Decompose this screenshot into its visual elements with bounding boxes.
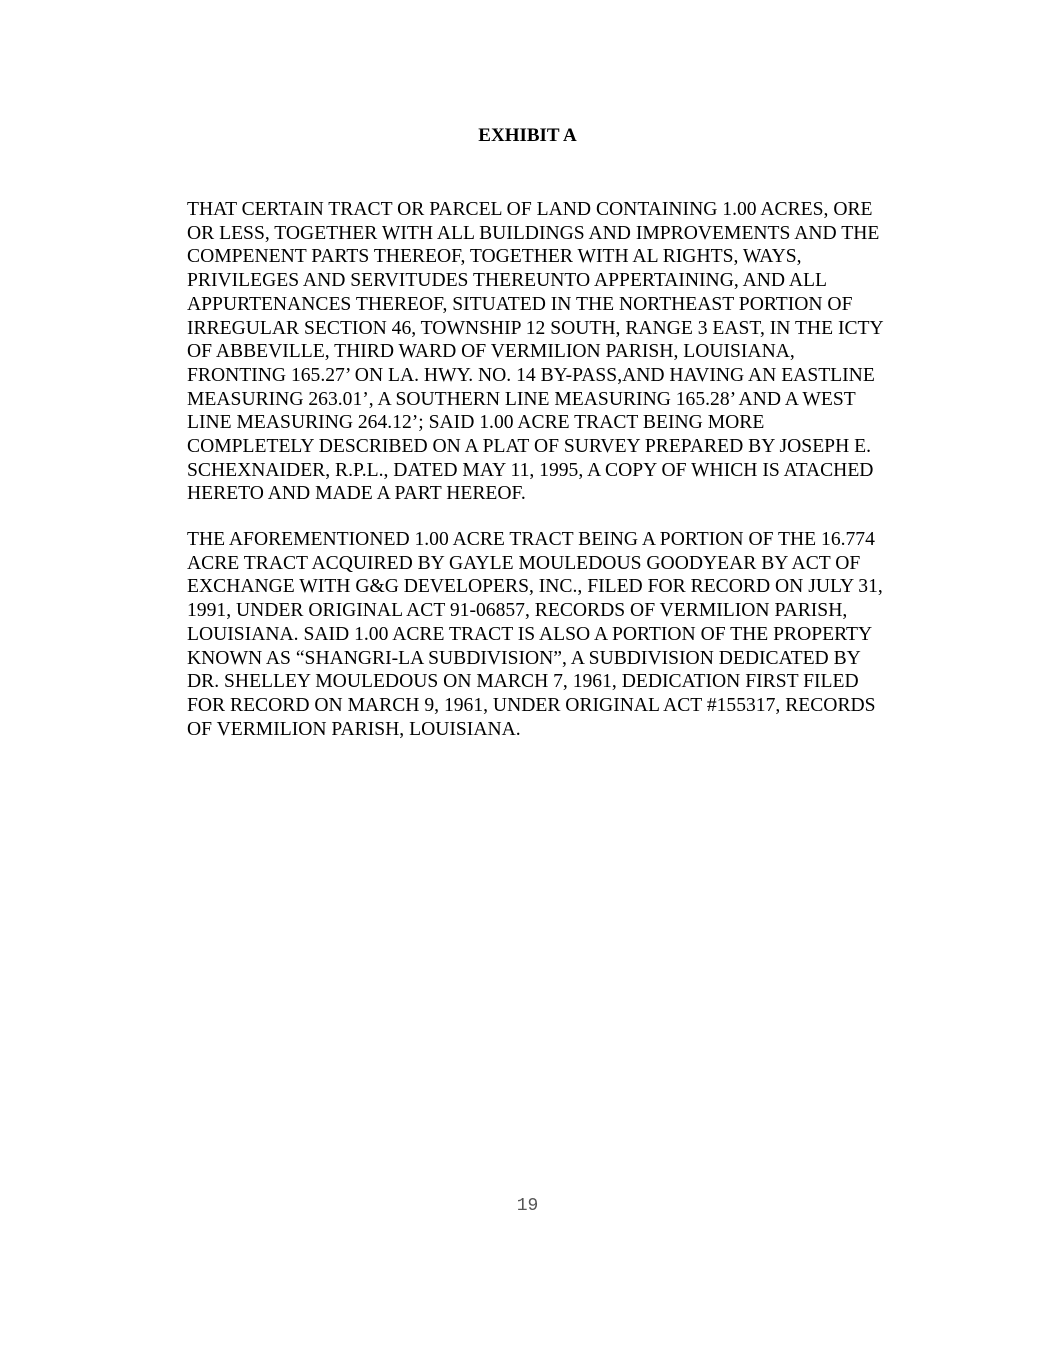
legal-description-paragraph: THAT CERTAIN TRACT OR PARCEL OF LAND CONTAINING 1.00 ACRES, ORE OR LESS, TOGETHER WITH ALL BUILDINGS AND IMPROVEMENTS AND THE COMPENENT PARTS THEREOF, TOGETHER WITH AL RIGHTS, WAYS, PRIVILEGES AND SERVITUDES THEREUNTO APPERTAINING, AND ALL APPURTENANCES THEREOF, SITUATED IN THE NORTHEAST PORTION OF IRREGULAR SECTION 46, TOWNSHIP 12 SOUTH, RANGE 3 EAST, IN THE ICTY OF ABBEVILLE, THIRD WARD OF VERMILION PARISH, LOUISIANA, FRONTING 165.27’ ON LA. HWY. NO. 14 BY-PASS,AND HAVING AN EASTLINE MEASURING 263.01’, A SOUTHERN LINE MEASURING 165.28’ AND A WEST LINE MEASURING 264.12’; SAID 1.00 ACRE TRACT BEING MORE COMPLETELY DESCRIBED ON A PLAT OF SURVEY PREPARED BY JOSEPH E. SCHEXNAIDER, R.P.L., DATED MAY 11, 1995, A COPY OF WHICH IS ATACHED HERETO AND MADE A PART HEREOF. xyxy=(187,199,884,505)
page-number: 19 xyxy=(516,1196,539,1216)
document-title: EXHIBIT A xyxy=(478,125,577,146)
acquisition-history-paragraph: THE AFOREMENTIONED 1.00 ACRE TRACT BEING A PORTION OF THE 16.774 ACRE TRACT ACQUIRED BY GAYLE MOULEDOUS GOODYEAR BY ACT OF EXCHANGE WITH G&G DEVELOPERS, INC., FILED FOR RECORD ON JULY 31, 1991, UNDER ORIGINAL ACT 91-06857, RECORDS OF VERMILION PARISH, LOUISIANA. SAID 1.00 ACRE TRACT IS ALSO A PORTION OF THE PROPERTY KNOWN AS “SHANGRI-LA SUBDIVISION”, A SUBDIVISION DEDICATED BY DR. SHELLEY MOULEDOUS ON MARCH 7, 1961, DEDICATION FIRST FILED FOR RECORD ON MARCH 9, 1961, UNDER ORIGINAL ACT #155317, RECORDS OF VERMILION PARISH, LOUISIANA. xyxy=(187,529,883,740)
